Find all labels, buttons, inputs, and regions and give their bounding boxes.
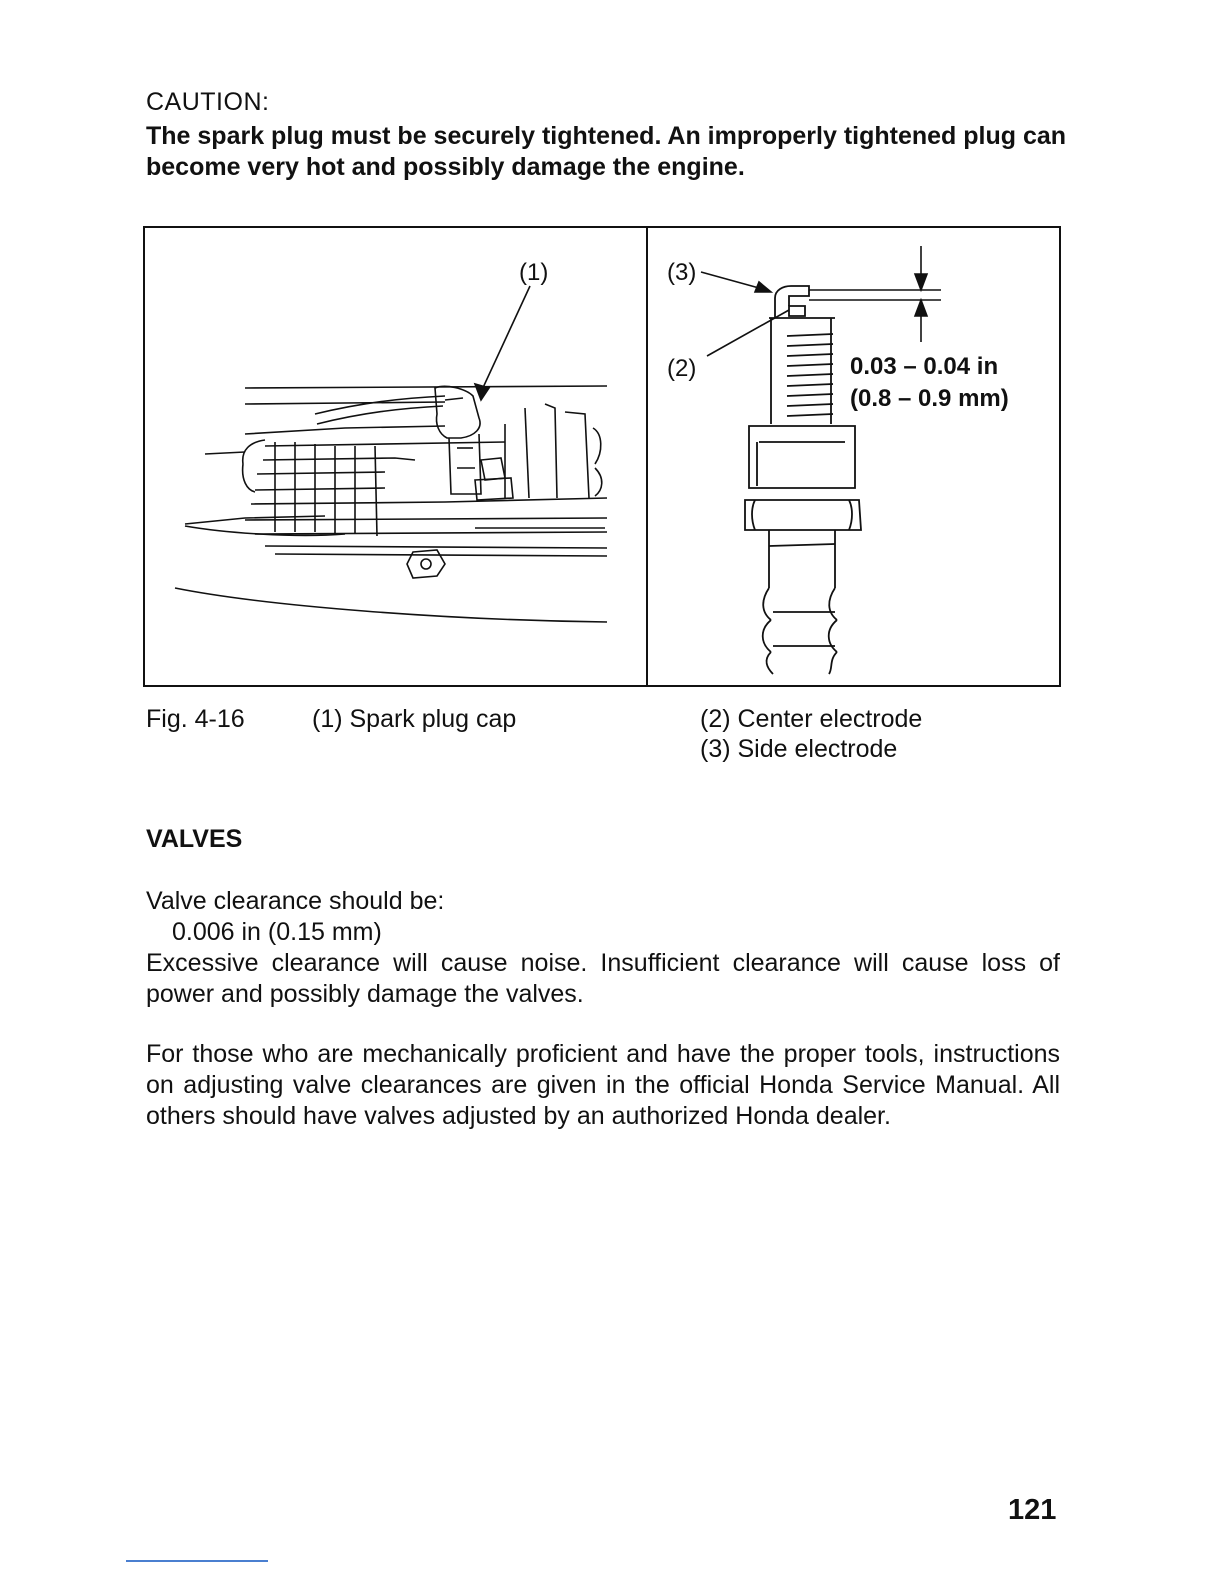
figure-4-16 <box>143 226 1061 687</box>
callout-3-leader <box>701 272 771 292</box>
engine-illustration <box>175 386 607 622</box>
gap-millimeters: (0.8 – 0.9 mm) <box>850 385 1009 412</box>
figure-illustration <box>145 228 1059 685</box>
footer-rule <box>126 1560 268 1562</box>
caption-item-2: (2) Center electrode <box>700 705 923 733</box>
caption-item-1: (1) Spark plug cap <box>312 705 517 733</box>
callout-1: (1) <box>519 259 549 286</box>
callout-1-leader <box>475 286 530 400</box>
callout-2: (2) <box>667 355 697 382</box>
spark-plug-illustration <box>745 286 861 674</box>
caution-text: The spark plug must be securely tightened. An improperly tightened plug can become very hot and possibly damage the engine. <box>146 122 1067 181</box>
callout-2-leader <box>707 310 789 356</box>
section-heading-valves: VALVES <box>146 825 243 853</box>
valve-clearance-effects: Excessive clearance will cause noise. Insufficient clearance will cause loss of power and possibly damage the valves. <box>146 949 1060 1008</box>
valve-adjustment-advice: For those who are mechanically proficient and have the proper tools, instructions on adjusting valve clearances are given in the official Honda Service Manual. All others should have valves adjusted by an authorized Honda dealer. <box>146 1040 1060 1130</box>
valve-clearance-intro: Valve clearance should be: <box>146 887 445 915</box>
callout-3: (3) <box>667 259 697 286</box>
figure-number: Fig. 4-16 <box>146 705 245 733</box>
valve-clearance-value: 0.006 in (0.15 mm) <box>172 918 382 946</box>
caution-label: CAUTION: <box>146 88 270 116</box>
gap-dimension <box>809 246 941 342</box>
page-number: 121 <box>1008 1494 1057 1526</box>
caption-item-3: (3) Side electrode <box>700 735 898 763</box>
gap-inches: 0.03 – 0.04 in <box>850 353 999 380</box>
